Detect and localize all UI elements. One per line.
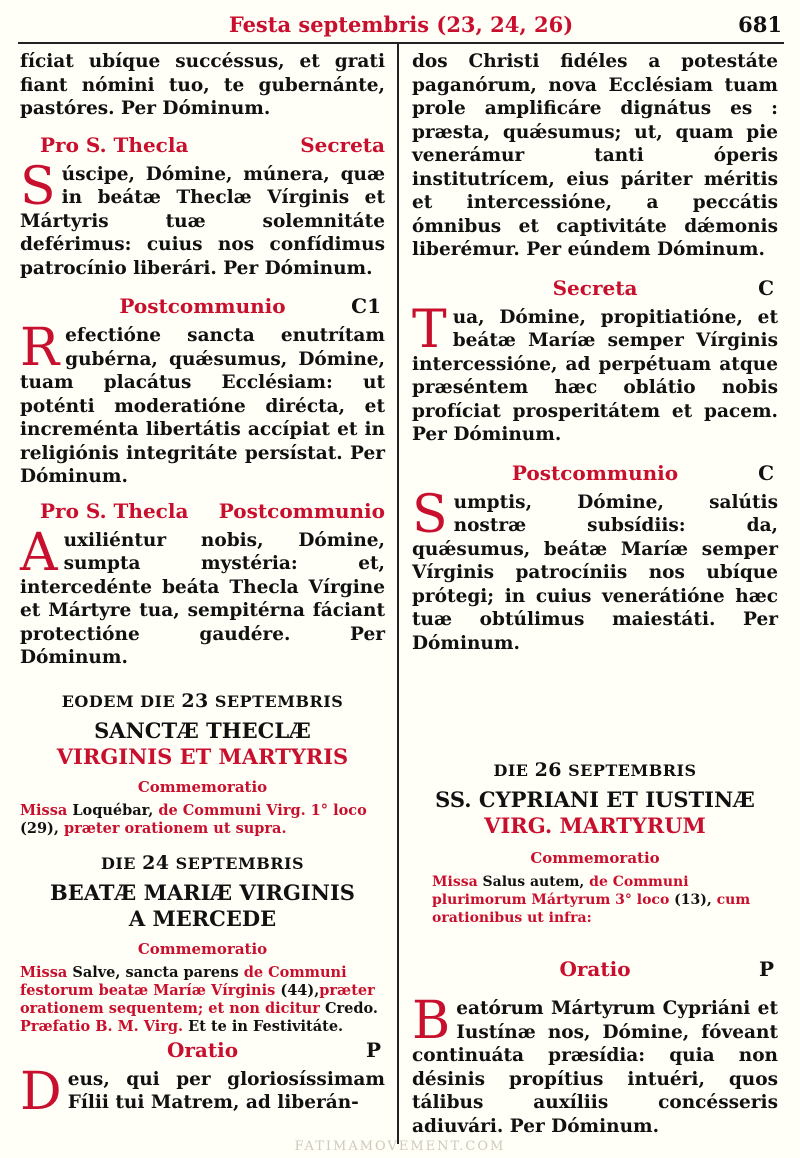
day-heading-26 — [412, 759, 778, 781]
prayer-thecla-postcommunio — [20, 522, 385, 670]
missa-common: de Communi plurimorum Mártyrum 3° loco — [432, 874, 689, 908]
rubric-label: Postcommunio — [119, 294, 286, 318]
rubric-code: C — [758, 275, 774, 300]
drop-cap: T — [412, 299, 447, 360]
prayer-text: ua, Dómine, propitiatióne, et beátæ Maríæ semper Vírginis intercessióne, ad perpétuam atque præséntem hæc oblátio nobis profíciat prosperitátem et pacem. Per Dóminum. — [412, 306, 778, 445]
drop-cap: S — [20, 156, 56, 217]
missa-label: Missa — [20, 963, 68, 981]
commemoratio-label: Commemoratio — [137, 939, 268, 958]
rubric-label: Pro S. Thecla — [40, 498, 189, 523]
prayer-text: eatórum Mártyrum Cypriáni et Iustínæ nos, Dómine, fóveant continuáta præsídia: quia non désinis propítius intuéri, quos tálibus auxíliis concésseris adiuvári. Per Dóminum. — [412, 998, 778, 1137]
prayer-oratio-right — [412, 991, 778, 1138]
rubric-label-right: Postcommunio — [218, 498, 385, 523]
commemoratio-label: Commemoratio — [137, 777, 268, 796]
rubric-label: Pro S. Thecla — [40, 132, 189, 157]
rubric-label: Secreta — [552, 275, 638, 300]
rubric-thecla-postcommunio — [20, 499, 385, 525]
page-header — [18, 10, 784, 44]
day-month: SEPTEMBRIS — [568, 761, 697, 780]
drop-cap: S — [412, 484, 448, 545]
drop-cap: D — [20, 1061, 62, 1122]
day-month: SEPTEMBRIS — [175, 853, 305, 873]
missa-note-23 — [20, 802, 385, 838]
right-column — [412, 50, 778, 1138]
day-number: 26 — [534, 759, 563, 781]
day-prefix: DIE — [493, 761, 529, 780]
rubric-oratio — [20, 1038, 385, 1064]
saint-name-line2: A MERCEDE — [128, 905, 277, 931]
saint-name-line2: VIRG. MARTYRUM — [484, 813, 706, 838]
prayer-text: úscipe, Dómine, múnera, quæ in beátæ Theclæ Vírginis et Mártyris tuæ solemnitáte deférimus: cuius nos confídimus patrocínio liberári. Per Dóminum. — [20, 163, 385, 279]
missa-label: Missa — [20, 801, 68, 819]
prayer-text: uxiliéntur nobis, Dómine, sumpta mystéria: et, intercedénte beáta Thecla Vírgine et Mártyre tua, sempitérna fáciant protectióne gaudére. Per Dóminum. — [20, 529, 385, 668]
prayer-text: umptis, Dómine, salútis nostræ subsídiis: da, quǽsumus, beátæ Maríæ semper Vírginis patrocíniis nos ubíque prótegi; in cuius venerátióne hæc tuæ obtúlimus maiestáti. Per Dóminum. — [412, 491, 778, 654]
day-month: SEPTEMBRIS — [214, 691, 344, 711]
prayer-text: efectióne sancta enutrítam gubérna, quǽsumus, Dómine, tuam placátus Ecclésiam: ut poténti moderatióne dirécta, et increménta libertátis accípiat et in religiónis integritáte persístat. Per Dóminum. — [20, 325, 385, 487]
missa-note-26 — [412, 873, 778, 927]
missa-ref: (29), — [20, 819, 59, 837]
commemoratio-label: Commemoratio — [530, 849, 660, 867]
missa-praefatio-text: Et te in Festivitáte. — [188, 1017, 344, 1035]
day-heading-24 — [20, 852, 385, 874]
continued-text: fíciat ubíque succéssus, et grati fiant nómini tuo, te gubernánte, pastóres. Per Dóminum. — [20, 51, 385, 119]
saint-name-line1: BEATÆ MARIÆ VIRGINIS — [50, 879, 355, 905]
missa-incipit: Loquébar, — [72, 801, 154, 819]
missa-instruction: cum orationibus ut infra: — [432, 892, 751, 926]
rubric-postcommunio — [20, 294, 385, 320]
page-title: Festa septembris (23, 24, 26) — [228, 12, 574, 37]
missa-common: de Communi Virg. 1° loco — [158, 801, 367, 819]
prayer-postcommunio-right — [412, 484, 778, 656]
missa-incipit: Salve, sancta parens — [72, 963, 239, 981]
prayer-thecla-secreta — [20, 156, 385, 281]
column-divider — [397, 44, 399, 1144]
saint-name-line1: SS. CYPRIANI ET IUSTINÆ — [435, 787, 755, 812]
day-number: 24 — [142, 851, 170, 874]
day-prefix: EODEM DIE — [61, 691, 176, 711]
missa-instruction: præter orationem sequentem; et non dicitur — [20, 981, 375, 1017]
saint-name-line1: SANCTÆ THECLÆ — [94, 717, 311, 743]
rubric-oratio-right — [412, 957, 778, 983]
missa-instruction: præter orationem ut supra. — [64, 819, 287, 837]
saint-name-line2: VIRGINIS ET MARTYRIS — [56, 743, 349, 769]
rubric-code: C — [758, 460, 774, 485]
missa-note-24 — [20, 964, 385, 1036]
prayer-postcommunio — [20, 318, 385, 489]
rubric-label-right: Secreta — [300, 132, 385, 157]
continued-text: dos Christi fidéles a potestáte paganórum, nova Ecclésiam tuam prole amplificáre dignátus es : præsta, quǽsumus; ut, quam pie venerámur tanti óperis institutrícem, eius páriter méritis et intercessióne, a peccátis ómnibus et captivitáte dǽmonis liberémur. Per eúndem Dóminum. — [412, 51, 778, 260]
rubric-thecla-secreta — [20, 133, 385, 159]
prayer-oratio — [20, 1061, 385, 1122]
rubric-code: C1 — [351, 294, 381, 318]
watermark: FATIMAMOVEMENT.COM — [294, 1139, 506, 1154]
prayer-secreta — [412, 299, 778, 447]
left-column — [20, 50, 385, 1122]
rubric-postcommunio-right — [412, 461, 778, 487]
rubric-label: Oratio — [559, 957, 631, 981]
missa-ref: (13), — [674, 892, 712, 908]
drop-cap: B — [412, 991, 451, 1051]
day-heading-23 — [20, 690, 385, 712]
prayer-text: eus, qui per gloriosíssimam Fílii tui Matrem, ad liberán- — [67, 1068, 385, 1113]
day-prefix: DIE — [100, 853, 136, 873]
drop-cap: R — [20, 318, 60, 378]
rubric-label: Oratio — [166, 1037, 239, 1062]
day-number: 23 — [181, 689, 209, 712]
missa-incipit: Salus autem, — [482, 874, 585, 890]
missa-label: Missa — [432, 874, 478, 890]
missa-ref: (44), — [280, 981, 320, 999]
rubric-secreta — [412, 276, 778, 302]
missa-common: de Communi festorum beatæ Maríæ Vírginis — [20, 963, 347, 999]
page-number: 681 — [738, 12, 782, 37]
rubric-label: Postcommunio — [511, 460, 679, 485]
rubric-code: P — [758, 957, 774, 981]
missa-praefatio: Præfatio B. M. Virg. — [20, 1017, 184, 1035]
drop-cap: A — [20, 522, 58, 583]
missa-credo: Credo. — [324, 999, 378, 1017]
rubric-code: P — [365, 1037, 381, 1062]
